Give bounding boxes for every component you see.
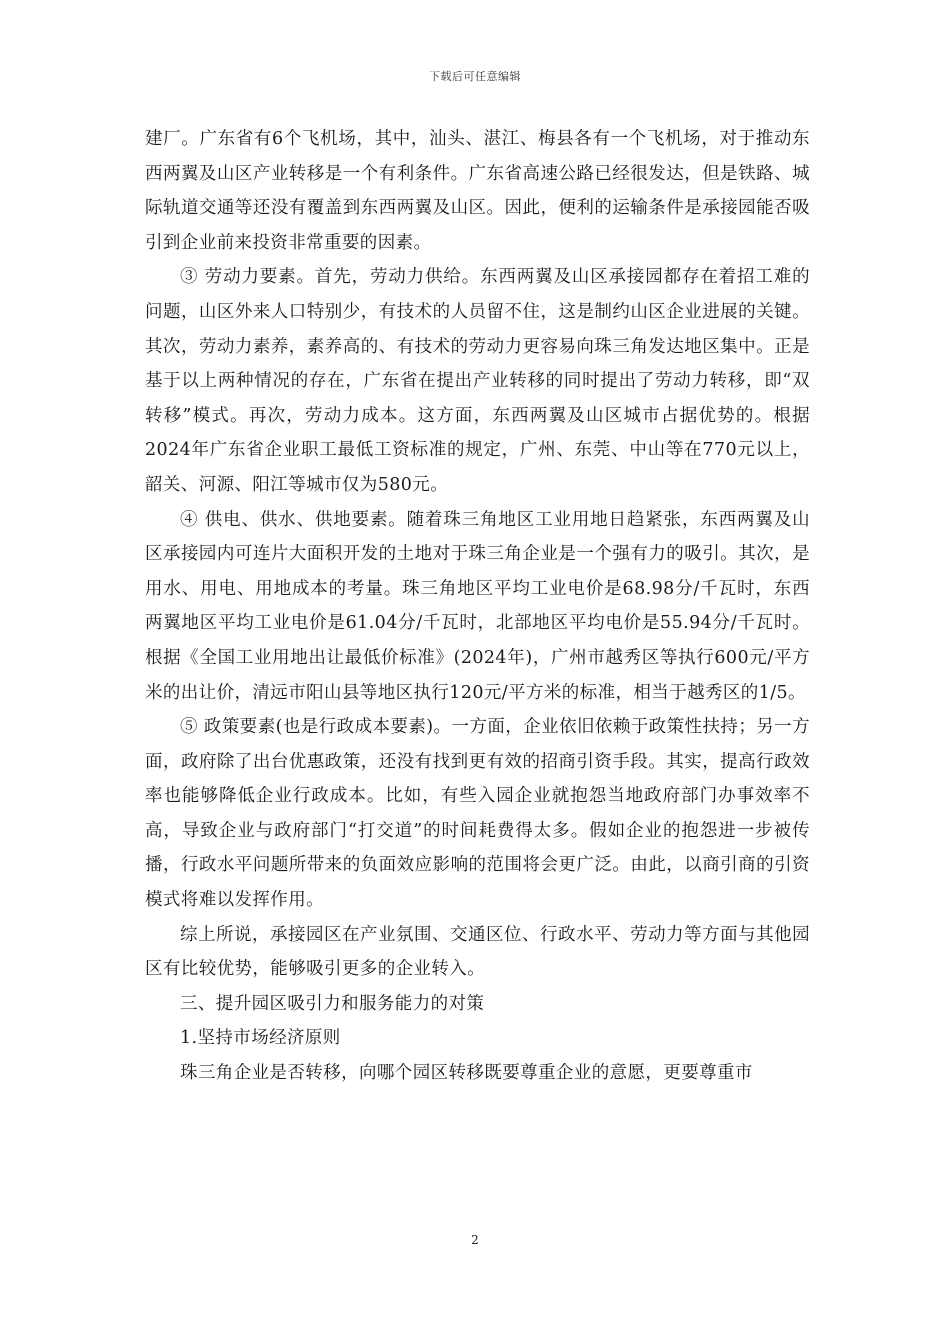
section-heading: 三、提升园区吸引力和服务能力的对策: [180, 993, 485, 1014]
paragraph-utilities-factor: ④ 供电、供水、供地要素。随着珠三角地区工业用地日趋紧张，东西两翼及山区承接园内可连片大面积开发的土地对于珠三角企业是一个强有力的吸引。其次，是用水、用电、用地成本的考量。珠三角地区平均工业电价是68.98分/千瓦时，东西两翼地区平均工业电价是61.04分/千瓦时，北部地区平均电价是55.94分/千瓦时。根据《全国工业用地出让最低价标准》(2024年)，广州市越秀区等执行600元/平方米的出让价，清远市阳山县等地区执行120元/平方米的标准，相当于越秀区的1/5。: [145, 509, 810, 703]
subsection-heading: 1.坚持市场经济原则: [180, 1028, 341, 1049]
page-header: 下载后可任意编辑: [429, 70, 521, 83]
paragraph-market-principle: 珠三角企业是否转移，向哪个园区转移既要尊重企业的意愿，更要尊重市: [180, 1063, 753, 1084]
paragraph-transport-continued: 建厂。广东省有6个飞机场，其中，汕头、湛江、梅县各有一个飞机场，对于推动东西两翼及山区产业转移是一个有利条件。广东省高速公路已经很发达，但是铁路、城际轨道交通等还没有覆盖到东西两翼及山区。因此，便利的运输条件是承接园能否吸引到企业前来投资非常重要的因素。: [145, 129, 810, 253]
paragraph-labor-factor: ③ 劳动力要素。首先，劳动力供给。东西两翼及山区承接园都存在着招工难的问题，山区外来人口特别少，有技术的人员留不住，这是制约山区企业进展的关键。其次，劳动力素养，素养高的、有技术的劳动力更容易向珠三角发达地区集中。正是基于以上两种情况的存在，广东省在提出产业转移的同时提出了劳动力转移，即“双转移”模式。再次，劳动力成本。这方面，东西两翼及山区城市占据优势的。根据2024年广东省企业职工最低工资标准的规定，广州、东莞、中山等在770元以上，韶关、河源、阳江等城市仅为580元。: [145, 267, 810, 495]
paragraph-summary: 综上所说，承接园区在产业氛围、交通区位、行政水平、劳动力等方面与其他园区有比较优势，能够吸引更多的企业转入。: [145, 924, 810, 980]
page-number: 2: [471, 1233, 479, 1247]
paragraph-policy-factor: ⑤ 政策要素(也是行政成本要素)。一方面，企业依旧依赖于政策性扶持；另一方面，政府除了出台优惠政策，还没有找到更有效的招商引资手段。其实，提高行政效率也能够降低企业行政成本。比如，有些入园企业就抱怨当地政府部门办事效率不高，导致企业与政府部门“打交道”的时间耗费得太多。假如企业的抱怨进一步被传播，行政水平问题所带来的负面效应影响的范围将会更广泛。由此，以商引商的引资模式将难以发挥作用。: [145, 717, 810, 911]
document-body: [145, 122, 810, 1091]
